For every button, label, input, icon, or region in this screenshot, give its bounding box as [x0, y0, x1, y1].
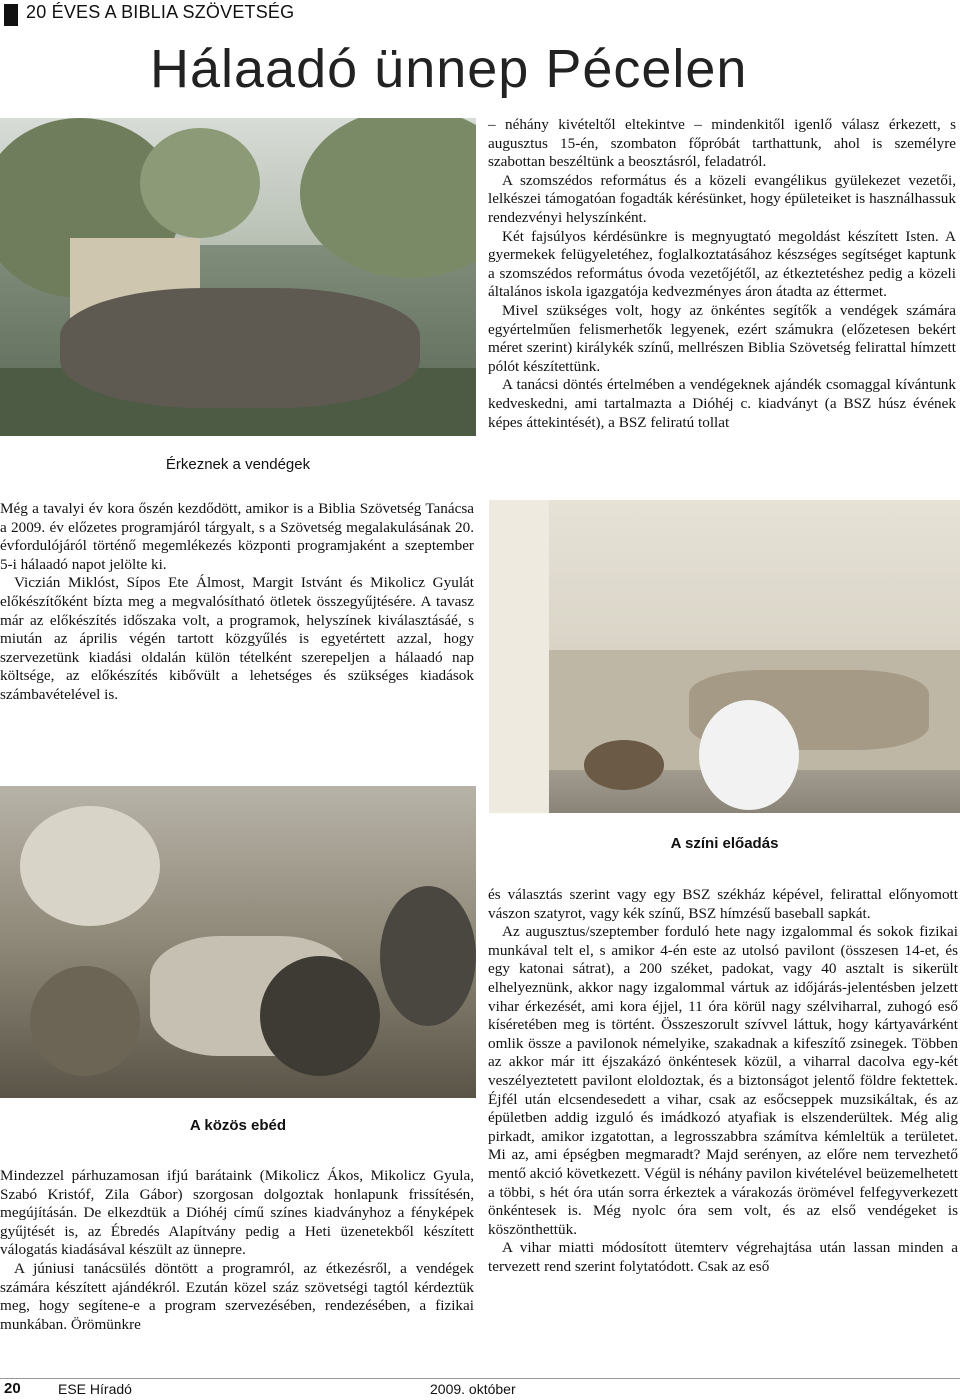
paragraph: A tanácsi döntés értelmében a vendégeknek ajándék csomaggal kívántunk kedveskedni, ami tartalmazta a Dióhéj c. kiadványt (a BSZ húsz évének képes áttekintését), a BSZ feliratú tollat — [488, 376, 956, 431]
section-title: 20 ÉVES A BIBLIA SZÖVETSÉG — [26, 2, 295, 22]
paragraph: Az augusztus/szeptember forduló hete nagy izgalommal és sokok fizikai munkával telt el, s amikor 4-én este az utolsó pavilont (összesen 14-et, és egy katonai sátrat), a 200 széket, padokat, vagy 40 asztalt is sikerült elhelyeznünk, akkor nagy izgalommal vártuk az időjárás-jelentésben jelzett vihar érkezését, ami kora éjjel, 11 óra körül nagy szélviharral, zuhogó eső kíséretében meg is történt. Összeszorult szívvel láttuk, hogy kártyavárként omlik össze a pavilonok némelyike, szakadnak a kifeszítő zsinegek. Többen az akkor már itt éjszakázó önkéntesek közül, a viharral dacolva egy-két veszélyeztetett pavilont eloldoztak, és a biztonságot jelentő földre fektettek. Éjfél után elcsendesedett a vihar, csak az esőcseppek muzsikáltak, és az épületben addig izguló és imádkozó atyafiak is elszenderültek. Még alig pirkadt, amikor izgatottan, a legrosszabbra számítva kémleltük a területet. Mi az, ami épségben megmaradt? Majd serényen, az előre nem tervezhető mentő akció következett. Végül is néhány pavilon kivételével beüzemelhetett a többi, s hét óra után sorra érkeztek a várakozás örömével felfegyverkezett önkéntesek is. Még nyolc óra sem volt, és az első vendégeket is köszönthettük. — [488, 923, 958, 1238]
paragraph: A vihar miatti módosított ütemterv végrehajtása után lassan minden a tervezett rend szerint folytatódott. Csak az eső — [488, 1239, 958, 1275]
photo-arrival — [0, 118, 476, 436]
caption-play: A színi előadás — [670, 835, 779, 852]
page-title: Hálaadó ünnep Pécelen — [150, 39, 748, 99]
paragraph: A szomszédos református és a közeli evangélikus gyülekezet vezetői, lelkészei támogatóan fogadták kérésünket, hogy épületeiket is használhassuk rendezvényi helyszínként. — [488, 171, 956, 226]
text-column-left-bottom — [0, 1167, 474, 1334]
caption-lunch: A közös ebéd — [189, 1117, 287, 1134]
paragraph: Még a tavalyi év kora őszén kezdődött, amikor is a Biblia Szövetség Tanácsa a 2009. év előzetes programjáról tárgyalt, s a Szövetség megalakulásának 20. évfordulójáról történő megemlékezés központi programjaként a szeptember 5-i hálaadó napot jelölte ki. — [0, 500, 474, 573]
paragraph: – néhány kivételtől eltekintve – mindenkitől igenlő válasz érkezett, s augusztus 15-én, szombaton főpróbát tarthattunk, ahol is személyre szabottan beszéltünk a beosztásról, feladatról. — [488, 116, 956, 171]
section-marker — [4, 4, 18, 26]
photo-play — [489, 500, 960, 813]
publication-name: ESE Híradó — [58, 1381, 132, 1397]
paragraph: A júniusi tanácsülés döntött a programról, az étkezésről, a vendégek számára készített ajándékról. Ezután közel száz szövetségi tagtól kérdeztük meg, hogy segítene-e a program szervezésében, rendezésében, a fizikai munkában. Örömünkre — [0, 1259, 474, 1333]
issue-date: 2009. október — [430, 1381, 516, 1397]
text-column-right-bottom — [488, 886, 958, 1276]
footer-rule — [0, 1378, 960, 1379]
caption-arrival: Érkeznek a vendégek — [165, 456, 311, 473]
photo-lunch — [0, 786, 476, 1098]
paragraph: Két fajsúlyos kérdésünkre is megnyugtató megoldást készített Isten. A gyermekek felügyeletéhez, foglalkoztatásához készséges segítséget kaptunk a szomszédos református óvoda vezetőjétől, az étkeztetéshez pedig a közeli általános iskola igazgatója kedvezményes áron átadta az éttermet. — [488, 227, 956, 301]
paragraph: Mindezzel párhuzamosan ifjú barátaink (Mikolicz Ákos, Mikolicz Gyula, Szabó Kristóf, Zila Gábor) szorgosan dolgoztak honlapunk frissítésén, megújításán. De elkezdtük a Dióhéj című színes kiadványhoz a fényképek gyűjtését is, az Ébredés Alapítvány pedig a Heti üzenetekből készített válogatás kiadásával készült az ünnepre. — [0, 1167, 474, 1259]
text-column-left-middle — [0, 500, 474, 705]
paragraph: Viczián Miklóst, Sípos Ete Álmost, Margit Istvánt és Mikolicz Gyulát előkészítőként bízta meg a megvalósítható ötletek összegyűjtésére. A tavasz már az előkészítés időszaka volt, a programok, helyszínek kiválasztásáé, s miután az április végén tartott közgyűlés is egyetértett azzal, hogy szervezetünk kiadási oldalán külön tételként szerepeljen a hálaadó nap költsége, az előkészítés kibővült a lehetséges és szükséges kiadások számbavételével is. — [0, 574, 474, 703]
paragraph: Mivel szükséges volt, hogy az önkéntes segítők a vendégek számára egyértelműen felismerhetők legyenek, ezért számukra (előzetesen bekért méret szerint) királykék színű, mellrészen Biblia Szövetség felirattal hímzett pólót készítettünk. — [488, 301, 956, 375]
paragraph: és választás szerint vagy egy BSZ székház képével, felirattal előnyomott vászon szatyrot, vagy kék színű, BSZ hímzésű baseball sapkát. — [488, 886, 958, 922]
text-column-right-top — [488, 116, 956, 432]
page-number: 20 — [4, 1380, 21, 1397]
